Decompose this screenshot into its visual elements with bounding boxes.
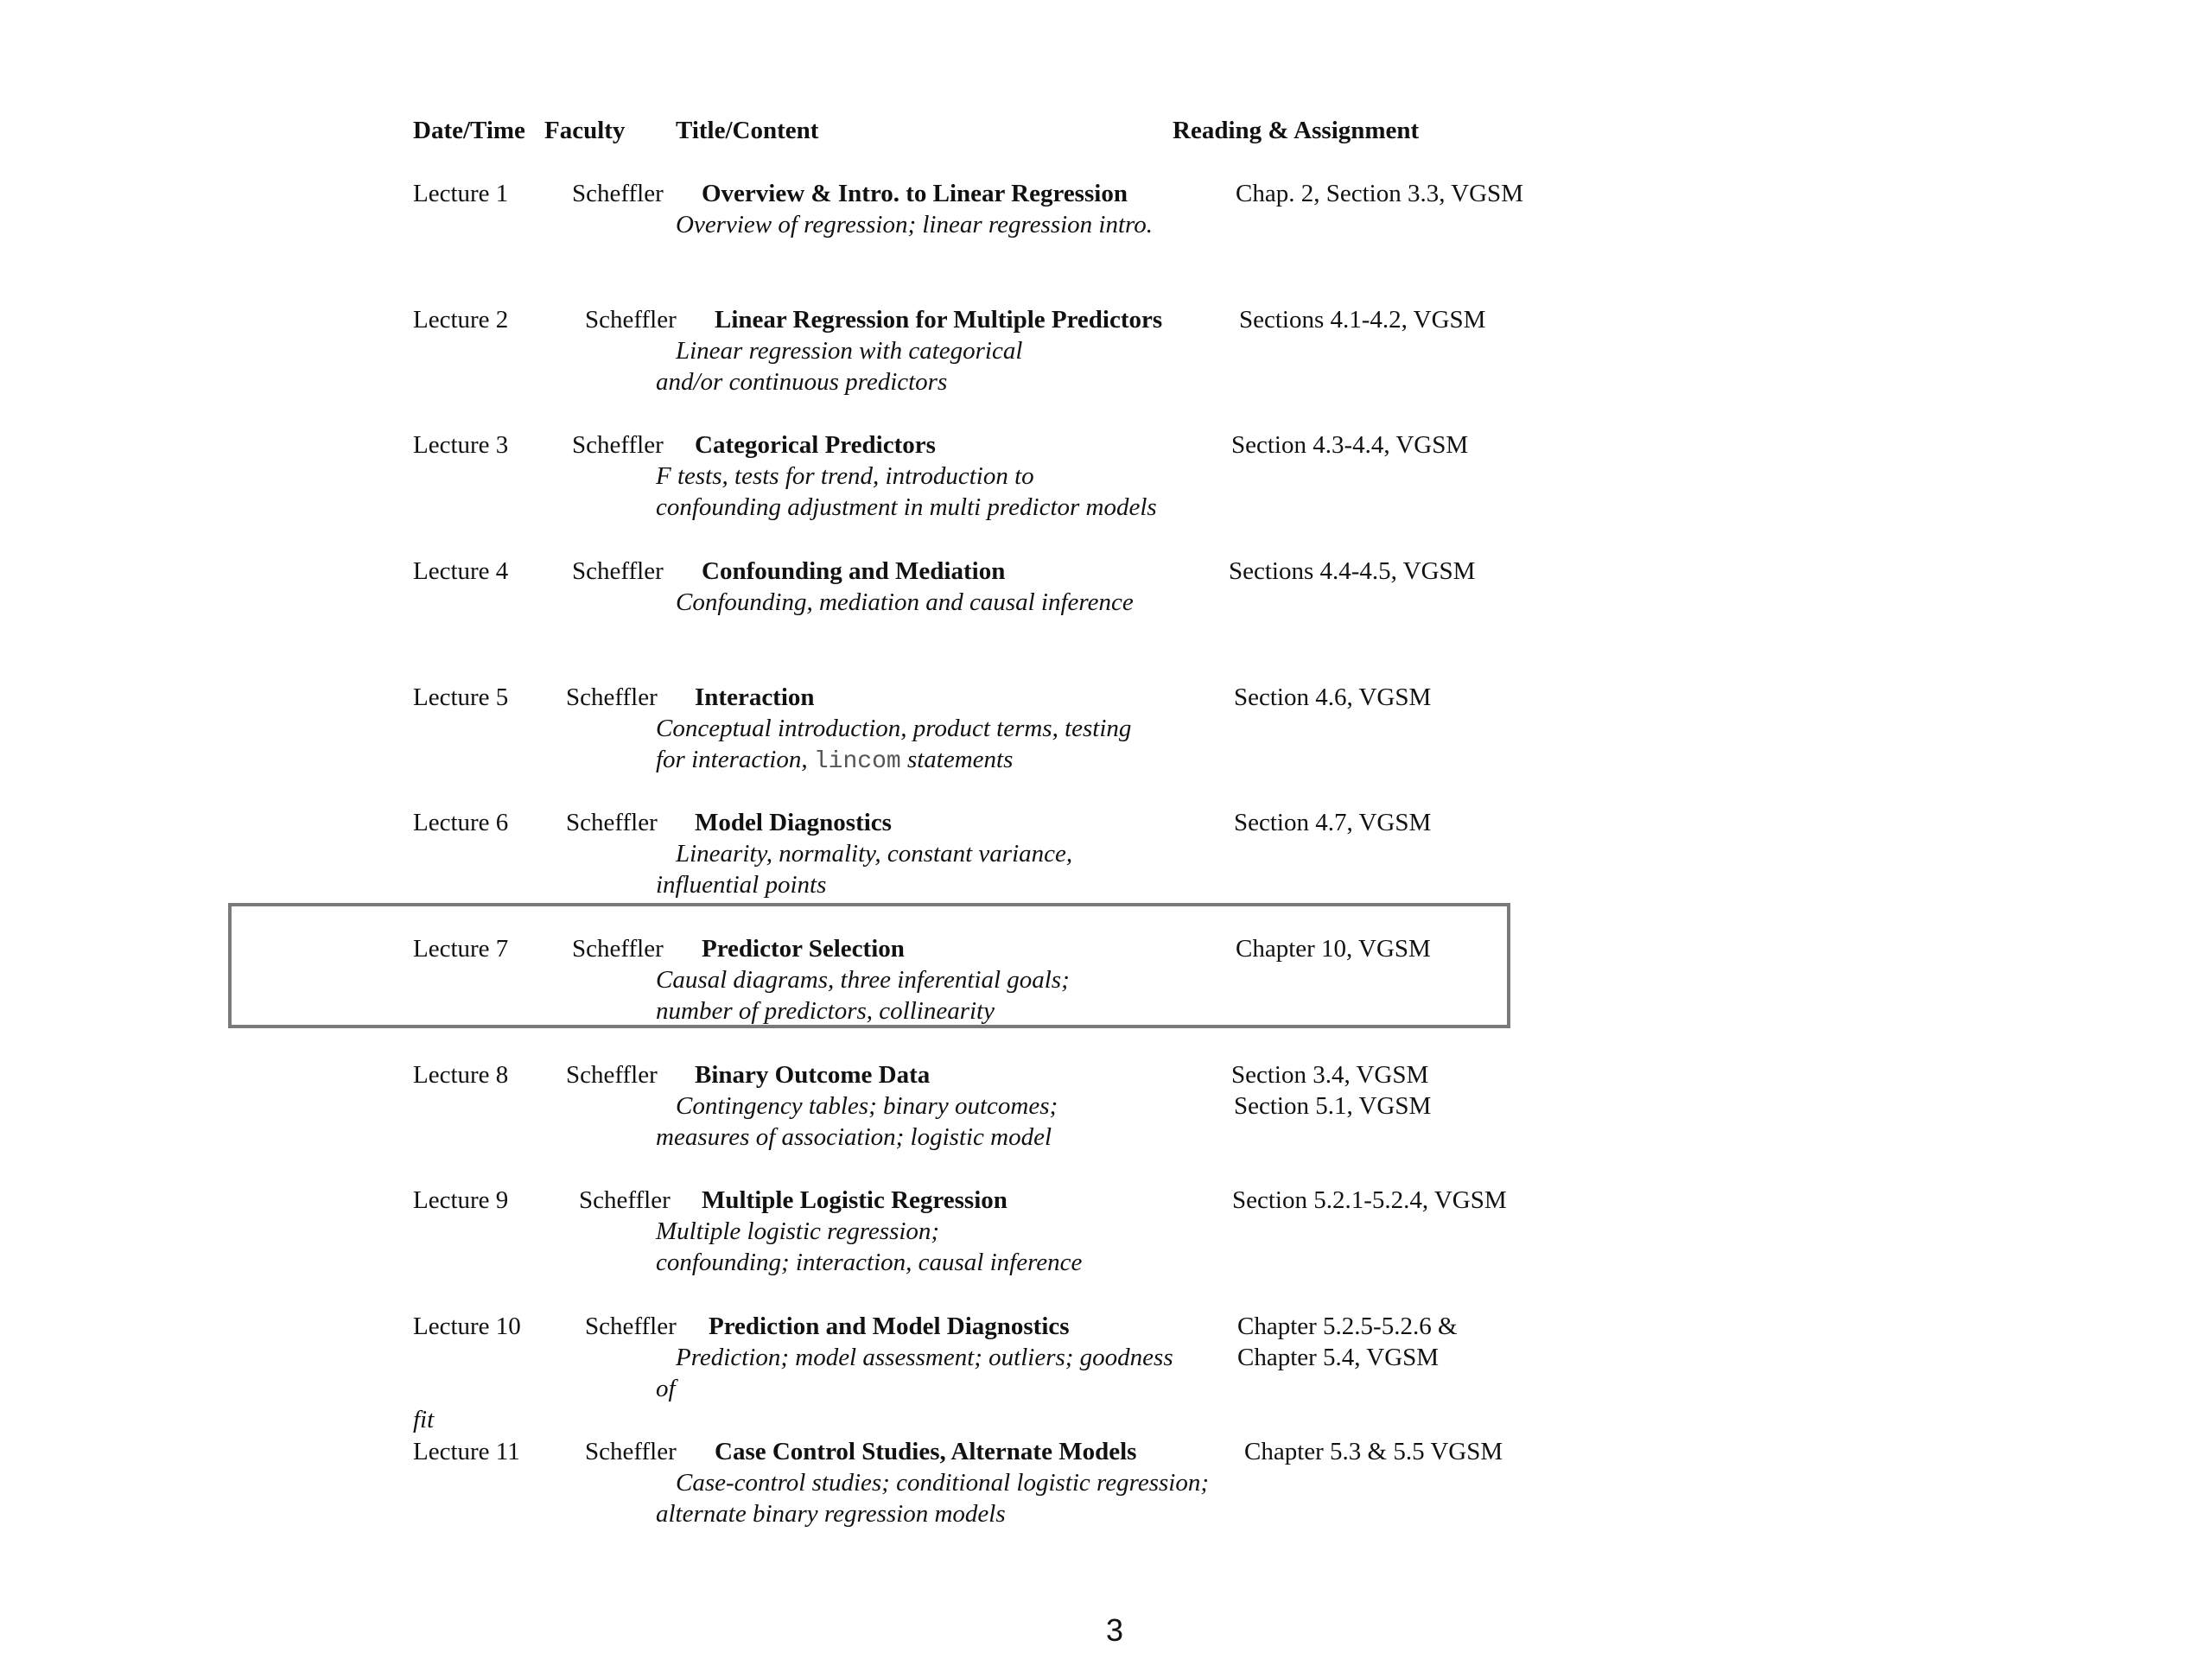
lecture-desc: Causal diagrams, three inferential goals; [656,966,1070,994]
lecture-title: Model Diagnostics [695,809,892,836]
lecture-desc: F tests, tests for trend, introduction to [656,462,1034,490]
lecture-title: Overview & Intro. to Linear Regression [702,180,1128,207]
lecture-label: Lecture 3 [413,431,509,459]
lecture-desc: fit [413,1406,435,1433]
lecture-reading: Section 3.4, VGSM [1231,1061,1429,1089]
lecture-desc: Linear regression with categorical [676,337,1023,365]
lecture-desc: influential points [656,871,827,899]
lecture-faculty: Scheffler [572,935,664,963]
lecture-desc-code: lincom [813,748,901,775]
lecture-desc: number of predictors, collinearity [656,997,995,1025]
lecture-faculty: Scheffler [566,1061,658,1089]
lecture-label: Lecture 8 [413,1061,509,1089]
lecture-reading: Chapter 10, VGSM [1236,935,1431,963]
lecture-title: Binary Outcome Data [695,1061,931,1089]
lecture-title: Prediction and Model Diagnostics [709,1313,1070,1340]
lecture-desc: Prediction; model assessment; outliers; goodness [676,1344,1173,1371]
lecture-reading: Section 5.2.1-5.2.4, VGSM [1232,1186,1507,1214]
lecture-desc: confounding adjustment in multi predictor models [656,493,1157,521]
lecture-label: Lecture 10 [413,1313,521,1340]
lecture-reading: Section 4.3-4.4, VGSM [1231,431,1469,459]
header-title-content: Title/Content [676,117,819,144]
lecture-title: Interaction [695,683,815,711]
lecture-reading: Chap. 2, Section 3.3, VGSM [1236,180,1523,207]
lecture-title: Confounding and Mediation [702,557,1006,585]
lecture-faculty: Scheffler [585,1438,677,1465]
lecture-label: Lecture 7 [413,935,509,963]
lecture-reading: Chapter 5.2.5-5.2.6 & [1237,1313,1458,1340]
lecture-faculty: Scheffler [585,1313,677,1340]
lecture-faculty: Scheffler [585,306,677,334]
page-number: 3 [1105,1612,1124,1648]
lecture-reading: Section 5.1, VGSM [1234,1092,1432,1120]
lecture-desc: Overview of regression; linear regression intro. [676,211,1154,238]
lecture-title: Multiple Logistic Regression [702,1186,1007,1214]
lecture-title: Categorical Predictors [695,431,936,459]
lecture-title: Case Control Studies, Alternate Models [715,1438,1137,1465]
lecture-reading: Section 4.6, VGSM [1234,683,1432,711]
header-reading: Reading & Assignment [1173,117,1420,144]
lecture-label: Lecture 1 [413,180,509,207]
lecture-desc: Conceptual introduction, product terms, testing [656,715,1132,742]
lecture-faculty: Scheffler [572,180,664,207]
lecture-faculty: Scheffler [566,683,658,711]
lecture-reading: Sections 4.4-4.5, VGSM [1229,557,1476,585]
lecture-label: Lecture 11 [413,1438,520,1465]
lecture-faculty: Scheffler [572,431,664,459]
lecture-label: Lecture 9 [413,1186,509,1214]
lecture-reading: Sections 4.1-4.2, VGSM [1239,306,1486,334]
lecture-reading: Section 4.7, VGSM [1234,809,1432,836]
lecture-label: Lecture 6 [413,809,509,836]
lecture-desc: of [656,1375,676,1402]
lecture-desc: confounding; interaction, causal inference [656,1249,1083,1276]
header-date-time: Date/Time [413,117,525,144]
lecture-desc: and/or continuous predictors [656,368,948,396]
lecture-reading: Chapter 5.4, VGSM [1237,1344,1440,1371]
lecture-desc: measures of association; logistic model [656,1123,1052,1151]
lecture-faculty: Scheffler [579,1186,671,1214]
lecture-desc: Case-control studies; conditional logistic regression; [676,1469,1210,1497]
lecture-title: Linear Regression for Multiple Predictors [715,306,1163,334]
lecture-faculty: Scheffler [566,809,658,836]
header-faculty: Faculty [544,117,626,144]
lecture-label: Lecture 2 [413,306,509,334]
lecture-desc-line [656,746,1013,775]
lecture-desc: for interaction, [656,746,808,773]
lecture-label: Lecture 4 [413,557,509,585]
lecture-label: Lecture 5 [413,683,509,711]
lecture-desc: Confounding, mediation and causal inference [676,588,1134,616]
lecture-desc: Contingency tables; binary outcomes; [676,1092,1058,1120]
lecture-desc-tail: statements [906,746,1014,773]
lecture-desc: Linearity, normality, constant variance, [676,840,1073,868]
lecture-desc: alternate binary regression models [656,1500,1006,1528]
lecture-faculty: Scheffler [572,557,664,585]
lecture-title: Predictor Selection [702,935,905,963]
lecture-desc: Multiple logistic regression; [656,1217,940,1245]
lecture-reading: Chapter 5.3 & 5.5 VGSM [1244,1438,1503,1465]
